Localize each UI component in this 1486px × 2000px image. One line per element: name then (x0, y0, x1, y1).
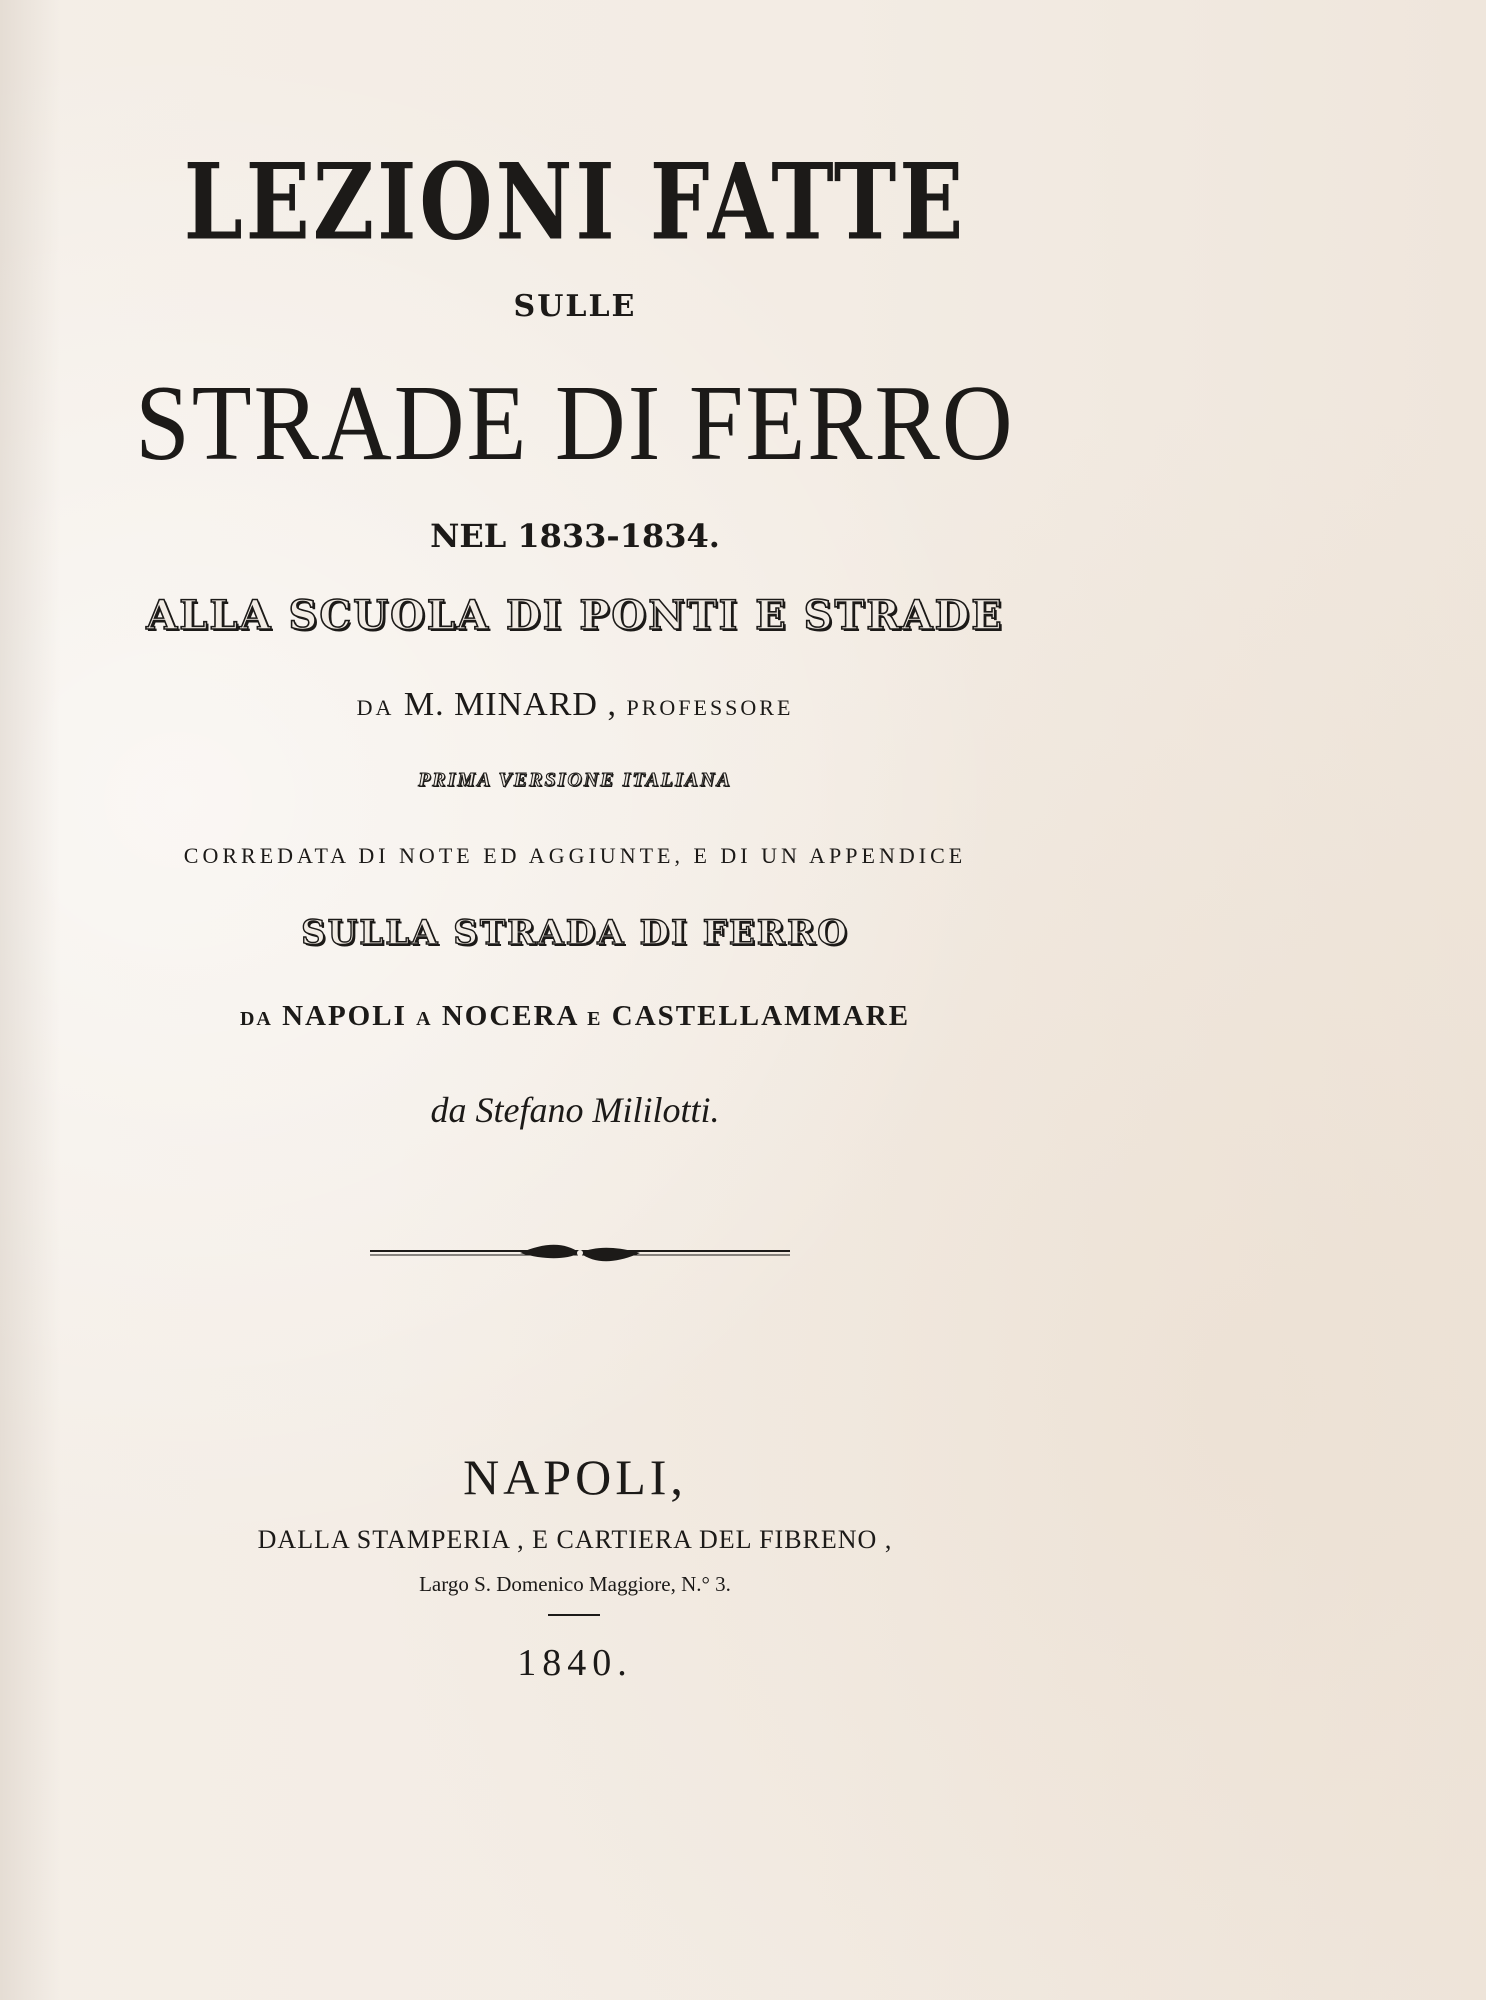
imprint-address: Largo S. Domenico Maggiore, N.° 3. (419, 1572, 731, 1596)
imprint-city: NAPOLI, (463, 1449, 687, 1505)
author-line (0, 688, 1150, 722)
title-line-strade-di-ferro: STRADE DI FERRO (135, 364, 1015, 484)
appendix-route (0, 1002, 1150, 1031)
title-line-dates: NEL 1833-1834. (430, 517, 720, 555)
route-a: A (416, 1008, 433, 1030)
title-line-scuola: ALLA SCUOLA DI PONTI E STRADE (146, 592, 1004, 639)
ornamental-rule (370, 1238, 790, 1268)
author-role: PROFESSORE (626, 695, 794, 720)
translator-line: da Stefano Mililotti. (430, 1090, 720, 1130)
imprint-year: 1840. (517, 1642, 633, 1684)
appendix-title: SULLA STRADA DI FERRO (301, 913, 849, 953)
author-name: M. MINARD , (403, 686, 617, 723)
route-castellammare: CASTELLAMMARE (611, 1000, 911, 1032)
route-e: E (587, 1008, 603, 1030)
route-napoli: NAPOLI (282, 1000, 407, 1032)
imprint-printer: DALLA STAMPERIA , E CARTIERA DEL FIBRENO , (257, 1525, 893, 1554)
title-line-lezioni: LEZIONI FATTE (183, 139, 967, 264)
version-line: PRIMA VERSIONE ITALIANA (418, 769, 732, 791)
show-through-text (80, 1170, 1080, 1202)
author-prefix: DA (356, 695, 395, 720)
route-da: DA (239, 1008, 273, 1030)
title-line-sulle: SULLE (513, 289, 637, 324)
route-nocera: NOCERA (441, 1000, 578, 1032)
short-rule (548, 1614, 600, 1616)
appendix-line: CORREDATA DI NOTE ED AGGIUNTE, E DI UN APPENDICE (183, 843, 967, 868)
